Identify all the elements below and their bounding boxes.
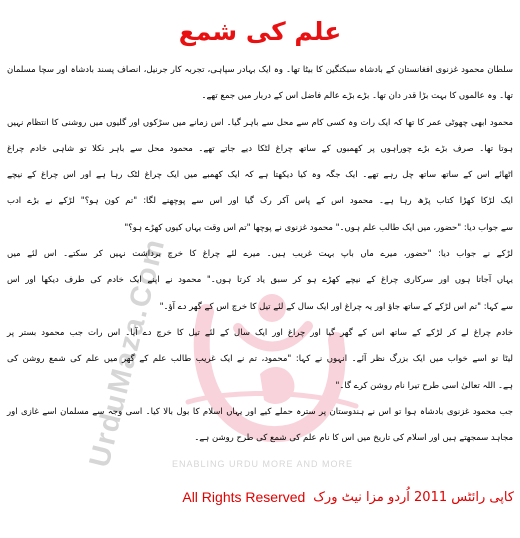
paragraph [7,399,513,452]
watermark-site-text: UrduMaza.Com [83,234,172,471]
copyright-urdu: کاپی رائٹس 2011 اُردو مزا نیٹ ورک [313,489,514,505]
text-line: جب محمود غزنوی بادشاہ ہوا تو اس نے ہندوستان پر سترہ حملے کیے اور یہاں اسلام کا بول بالا کیا۔ اسی وجہ سے مسلمان اسے غازی اور [7,406,513,417]
paragraph [7,110,513,241]
text-line: سے جواب دیا: "حضور، میں ایک طالب علم ہوں۔" محمود غزنوی نے پوچھا "تم اس وقت یہاں کیوں کھڑے ہو؟" [124,222,513,233]
paragraph [7,320,513,399]
article-body [7,57,513,451]
text-line: ہوتا تھا۔ صرف بڑے بڑے چوراہوں پر کھمبوں کے ساتھ چراغ لٹکا دیے جاتے تھے۔ محمود محل سے باہر نکلا تو شاہی خادم چراغ [7,143,513,154]
text-line: محمود ابھی چھوٹی عمر کا تھا کہ ایک رات وہ کسی کام سے محل سے باہر گیا۔ اس زمانے میں سڑکوں اور گلیوں میں روشنی کا انتظام نہیں [7,117,513,128]
text-line: ایک لڑکا کھڑا کتاب پڑھ رہا ہے۔ محمود اس کے پاس آکر رک گیا اور اس سے پوچھنے لگا: "تم کون ہو؟" لڑکے نے بڑے ادب [7,196,513,207]
copyright-footer [182,484,514,510]
copyright-english: All Rights Reserved [182,489,306,505]
text-line: لیٹا تو اسے خواب میں ایک بزرگ نظر آئے۔ انہوں نے کہا: "محمود، تم نے ایک غریب طالب علم کے گھر میں علم کی شمع روشن کی [7,354,513,365]
text-line: سلطان محمود غزنوی افغانستان کے بادشاہ سبکتگین کا بیٹا تھا۔ وہ ایک بہادر سپاہی، تجربہ کار جرنیل، انصاف پسند بادشاہ اور سچا مسلمان [7,65,513,75]
text-line: اٹھائے اس کے ساتھ ساتھ چل رہے تھے۔ ایک جگہ وہ کیا دیکھتا ہے کہ ایک کھمبے میں ایک چراغ لٹک رہا ہے اور اس چراغ کے نیچے [7,170,513,181]
text-line: یہاں آجاتا ہوں اور سرکاری چراغ کے نیچے کھڑے ہو کر سبق یاد کرتا ہوں۔" محمود نے اپنے ایک خادم کی طرف دیکھا اور اس [7,275,513,286]
paragraph [7,57,513,110]
page-title: علم کی شمع [178,17,342,46]
text-line: سے کہا: "تم اس لڑکے کے ساتھ جاؤ اور یہ چراغ اور ایک سال کے لئے تیل کا خرچ اس کے گھر دے آؤ۔" [159,301,513,312]
text-line: ہے۔ اللہ تعالیٰ اسی طرح تیرا نام روشن کرے گا۔" [335,380,513,391]
paragraph [7,241,513,320]
text-line: تھا۔ وہ عالموں کا بہت بڑا قدر دان تھا۔ بڑے بڑے عالم فاضل اس کے دربار میں جمع تھے۔ [201,91,513,102]
text-line: لڑکے نے جواب دیا: "حضور، میرے ماں باپ بہت غریب ہیں۔ میرے لئے چراغ کا خرچ برداشت نہیں کر سکتے۔ اس لئے میں [7,249,513,260]
logo-tagline: ENABLING URDU MORE AND MORE [172,459,354,469]
text-line: خادم چراغ لے کر لڑکے کے ساتھ اس کے گھر گیا اور چراغ اور ایک سال کے لئے تیل کا خرچ دے آیا۔ اس رات جب محمود بستر پر [7,327,513,338]
text-line: مجاہد سمجھتے ہیں اور اسلام کی تاریخ میں اس کا نام علم کی شمع کی طرح روشن ہے۔ [194,433,513,444]
